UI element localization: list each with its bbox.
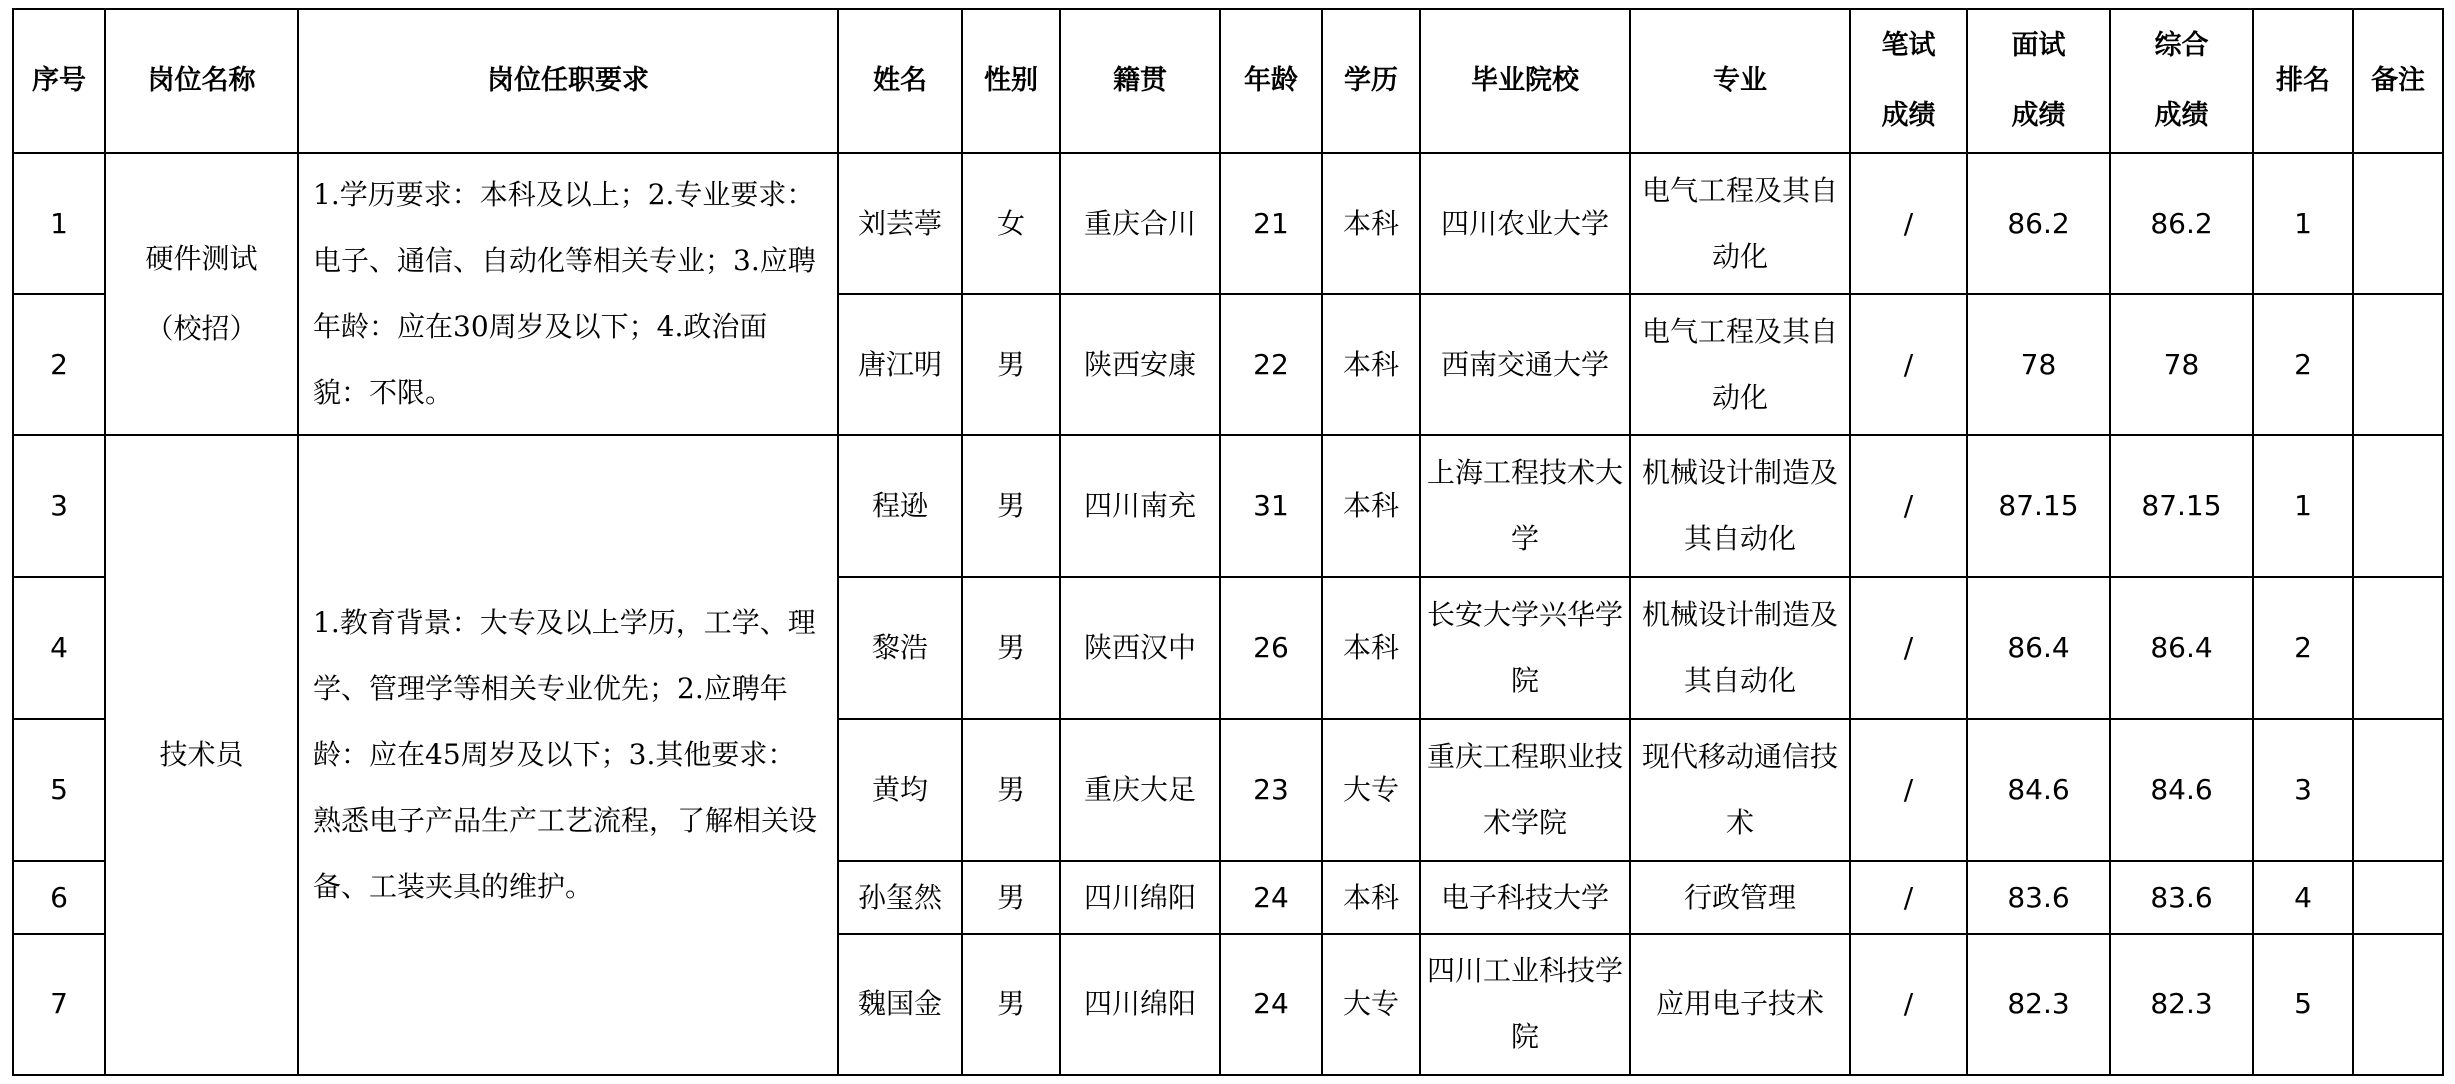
cell-interview: 83.6: [1967, 861, 2110, 934]
cell-remarks: [2353, 861, 2443, 934]
cell-school: 重庆工程职业技术学院: [1420, 719, 1630, 861]
header-written-line1: 笔试: [1881, 30, 1936, 61]
cell-interview: 86.2: [1967, 153, 2110, 294]
cell-remarks: [2353, 719, 2443, 861]
cell-remarks: [2353, 153, 2443, 294]
table-row: [13, 153, 2443, 294]
cell-major: 电气工程及其自动化: [1630, 294, 1850, 435]
cell-rank: 1: [2253, 153, 2353, 294]
cell-interview: 82.3: [1967, 934, 2110, 1075]
header-interview: [1967, 9, 2110, 153]
cell-hometown: 四川绵阳: [1060, 934, 1220, 1075]
header-total: [2110, 9, 2253, 153]
cell-major: 现代移动通信技术: [1630, 719, 1850, 861]
cell-major: 机械设计制造及其自动化: [1630, 435, 1850, 577]
header-interview-line1: 面试: [2011, 30, 2066, 61]
cell-seq: 6: [13, 861, 105, 934]
cell-age: 31: [1220, 435, 1322, 577]
header-interview-line2: 成绩: [2011, 100, 2066, 131]
cell-gender: 女: [962, 153, 1060, 294]
cell-interview: 87.15: [1967, 435, 2110, 577]
cell-major: 电气工程及其自动化: [1630, 153, 1850, 294]
cell-hometown: 四川南充: [1060, 435, 1220, 577]
header-total-line2: 成绩: [2154, 100, 2209, 131]
cell-major: 机械设计制造及其自动化: [1630, 577, 1850, 719]
header-requirements: 岗位任职要求: [298, 9, 838, 153]
cell-gender: 男: [962, 577, 1060, 719]
cell-major: 行政管理: [1630, 861, 1850, 934]
cell-education: 本科: [1322, 577, 1420, 719]
cell-gender: 男: [962, 861, 1060, 934]
cell-written: /: [1850, 934, 1967, 1075]
header-row: [13, 9, 2443, 153]
cell-major: 应用电子技术: [1630, 934, 1850, 1075]
cell-education: 本科: [1322, 153, 1420, 294]
cell-total: 86.2: [2110, 153, 2253, 294]
cell-seq: 4: [13, 577, 105, 719]
header-seq: 序号: [13, 9, 105, 153]
cell-hometown: 重庆合川: [1060, 153, 1220, 294]
cell-remarks: [2353, 435, 2443, 577]
cell-education: 本科: [1322, 861, 1420, 934]
cell-name: 唐江明: [838, 294, 962, 435]
cell-requirements: 1.学历要求：本科及以上；2.专业要求：电子、通信、自动化等相关专业；3.应聘年龄：应在30周岁及以下；4.政治面貌：不限。: [298, 153, 838, 435]
cell-remarks: [2353, 934, 2443, 1075]
cell-name: 孙玺然: [838, 861, 962, 934]
header-age: 年龄: [1220, 9, 1322, 153]
cell-hometown: 重庆大足: [1060, 719, 1220, 861]
cell-written: /: [1850, 294, 1967, 435]
cell-hometown: 四川绵阳: [1060, 861, 1220, 934]
cell-age: 24: [1220, 861, 1322, 934]
cell-total: 84.6: [2110, 719, 2253, 861]
cell-hometown: 陕西安康: [1060, 294, 1220, 435]
cell-seq: 5: [13, 719, 105, 861]
header-hometown: 籍贯: [1060, 9, 1220, 153]
cell-name: 黄均: [838, 719, 962, 861]
cell-education: 大专: [1322, 934, 1420, 1075]
cell-requirements: 1.教育背景：大专及以上学历，工学、理学、管理学等相关专业优先；2.应聘年龄：应在45周岁及以下；3.其他要求：熟悉电子产品生产工艺流程，了解相关设备、工装夹具的维护。: [298, 435, 838, 1075]
cell-hometown: 陕西汉中: [1060, 577, 1220, 719]
cell-name: 魏国金: [838, 934, 962, 1075]
cell-education: 本科: [1322, 294, 1420, 435]
cell-seq: 7: [13, 934, 105, 1075]
cell-school: 四川工业科技学院: [1420, 934, 1630, 1075]
cell-education: 大专: [1322, 719, 1420, 861]
cell-total: 83.6: [2110, 861, 2253, 934]
cell-total: 78: [2110, 294, 2253, 435]
cell-age: 26: [1220, 577, 1322, 719]
cell-written: /: [1850, 435, 1967, 577]
header-written: [1850, 9, 1967, 153]
cell-rank: 1: [2253, 435, 2353, 577]
cell-gender: 男: [962, 294, 1060, 435]
cell-interview: 84.6: [1967, 719, 2110, 861]
position-name-line1: 硬件测试: [145, 242, 258, 276]
cell-total: 86.4: [2110, 577, 2253, 719]
cell-seq: 3: [13, 435, 105, 577]
header-gender: 性别: [962, 9, 1060, 153]
cell-total: 87.15: [2110, 435, 2253, 577]
cell-age: 23: [1220, 719, 1322, 861]
cell-education: 本科: [1322, 435, 1420, 577]
cell-school: 西南交通大学: [1420, 294, 1630, 435]
header-position: 岗位名称: [105, 9, 298, 153]
cell-written: /: [1850, 577, 1967, 719]
position-name-line2: （校招）: [145, 312, 258, 346]
cell-school: 四川农业大学: [1420, 153, 1630, 294]
header-remarks: 备注: [2353, 9, 2443, 153]
cell-written: /: [1850, 719, 1967, 861]
cell-name: 程逊: [838, 435, 962, 577]
cell-rank: 2: [2253, 294, 2353, 435]
cell-written: /: [1850, 861, 1967, 934]
header-written-line2: 成绩: [1881, 100, 1936, 131]
results-sheet: [12, 8, 2442, 1076]
cell-age: 22: [1220, 294, 1322, 435]
header-education: 学历: [1322, 9, 1420, 153]
cell-school: 长安大学兴华学院: [1420, 577, 1630, 719]
cell-school: 上海工程技术大学: [1420, 435, 1630, 577]
cell-name: 刘芸葶: [838, 153, 962, 294]
table-row: [13, 435, 2443, 577]
cell-seq: 1: [13, 153, 105, 294]
header-rank: 排名: [2253, 9, 2353, 153]
cell-gender: 男: [962, 719, 1060, 861]
cell-remarks: [2353, 577, 2443, 719]
cell-total: 82.3: [2110, 934, 2253, 1075]
cell-age: 21: [1220, 153, 1322, 294]
cell-position: 技术员: [105, 435, 298, 1075]
cell-seq: 2: [13, 294, 105, 435]
cell-gender: 男: [962, 435, 1060, 577]
cell-interview: 78: [1967, 294, 2110, 435]
cell-interview: 86.4: [1967, 577, 2110, 719]
header-total-line1: 综合: [2154, 30, 2209, 61]
cell-rank: 4: [2253, 861, 2353, 934]
cell-written: /: [1850, 153, 1967, 294]
cell-gender: 男: [962, 934, 1060, 1075]
cell-school: 电子科技大学: [1420, 861, 1630, 934]
cell-age: 24: [1220, 934, 1322, 1075]
cell-rank: 3: [2253, 719, 2353, 861]
header-name: 姓名: [838, 9, 962, 153]
cell-rank: 2: [2253, 577, 2353, 719]
header-school: 毕业院校: [1420, 9, 1630, 153]
cell-rank: 5: [2253, 934, 2353, 1075]
cell-name: 黎浩: [838, 577, 962, 719]
cell-position: [105, 153, 298, 435]
cell-remarks: [2353, 294, 2443, 435]
header-major: 专业: [1630, 9, 1850, 153]
results-table: [12, 8, 2444, 1076]
